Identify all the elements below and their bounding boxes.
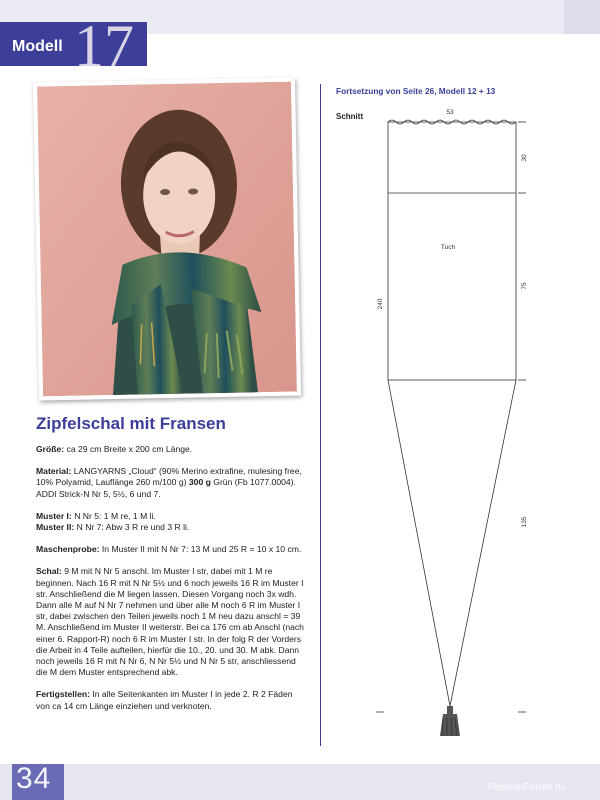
segment-2-label: 75 — [521, 282, 528, 290]
page-number: 34 — [16, 762, 52, 795]
material-text: LANGYARNS „Cloud“ (90% Merino extrafine, mulesing free, 10% Polyamid, Lauflänge 260 m/100 g) — [36, 466, 302, 488]
material-text-2: Grün (Fb 1077.0004). ADDI Strick-N Nr 5, 5½, 6 und 7. — [36, 477, 296, 499]
muster2-label: Muster II: — [36, 522, 75, 533]
muster1-text: N Nr 5: 1 M re, 1 M li. — [74, 510, 156, 521]
schematic-diagram — [330, 104, 540, 754]
gauge-label: Maschenprobe: — [36, 544, 100, 555]
segment-3-label: 135 — [521, 516, 528, 528]
scarf-paragraph — [36, 566, 308, 678]
width-label: 53 — [446, 109, 454, 116]
watermark-text: PassionForum.ru — [488, 782, 565, 793]
pattern-stitches-paragraph — [36, 511, 308, 533]
segment-1-label: 30 — [521, 154, 528, 162]
scarf-point-triangle — [388, 380, 516, 706]
tuch-label: Tuch — [440, 244, 456, 251]
gauge-text: In Muster II mit N Nr 7: 13 M und 25 R = 10 x 10 cm. — [101, 544, 302, 555]
scarf-text: 9 M mit N Nr 5 anschl. Im Muster I str, dabei mit 1 M re beginnen. Nach 16 R mit N Nr 5½ und 6 noch jeweils 16 R im Muster I str. Anschließend die M liegen lassen. Diesen Vorgang noch 3x wdh. Dann alle M auf N Nr 7 nehmen und über alle M noch 6 R im Muster I str, dabei zwischen den Teilen jeweils noch 1 M neu dazu anschl = 39 M. Anschließend im Muster II weiterstr. Bei ca 176 cm ab Anschl (nach einer 6. Rapport-R) noch 6 R im Muster I str. In der folg R der Vorders die Arbeit in 4 Teile aufteilen, hierfür die 10., 20. und 30. M abk. Dann noch jeweils 16 R mit N Nr 6, N Nr 5½ und N Nr 5 str, anschliessend die M dem Muster entsprechend abk. — [36, 566, 304, 678]
top-corner-block — [564, 0, 600, 34]
total-length-label: 240 — [377, 298, 384, 310]
material-paragraph — [36, 466, 308, 500]
size-label: Größe: — [36, 444, 65, 454]
muster1-label: Muster I: — [36, 510, 72, 521]
model-label: Modell — [12, 38, 63, 55]
gauge-paragraph — [36, 544, 308, 555]
finishing-paragraph — [36, 689, 308, 711]
scarf-label: Schal: — [36, 566, 62, 577]
finishing-text: In alle Seitenkanten im Muster I in jede 2. R 2 Fäden von ca 14 cm Länge einziehen und verknoten. — [36, 689, 293, 711]
material-label: Material: — [36, 466, 72, 477]
pattern-instructions — [36, 444, 308, 723]
finishing-label: Fertigstellen: — [36, 689, 90, 700]
column-divider — [320, 84, 321, 746]
tassel-icon — [440, 706, 460, 736]
model-number: 17 — [74, 13, 134, 79]
model-photo — [37, 82, 297, 397]
pattern-title: Zipfelschal mit Fransen — [36, 414, 226, 433]
material-amount: 300 g — [188, 477, 211, 488]
continuation-heading: Fortsetzung von Seite 26, Modell 12 + 13 — [336, 86, 496, 96]
schnitt-label: Schnitt — [336, 112, 364, 121]
size-paragraph — [36, 444, 308, 455]
muster2-text: N Nr 7: Abw 3 R re und 3 R li. — [76, 522, 190, 533]
scarf-body-rect — [388, 122, 516, 380]
size-text: ca 29 cm Breite x 200 cm Länge. — [66, 444, 193, 454]
